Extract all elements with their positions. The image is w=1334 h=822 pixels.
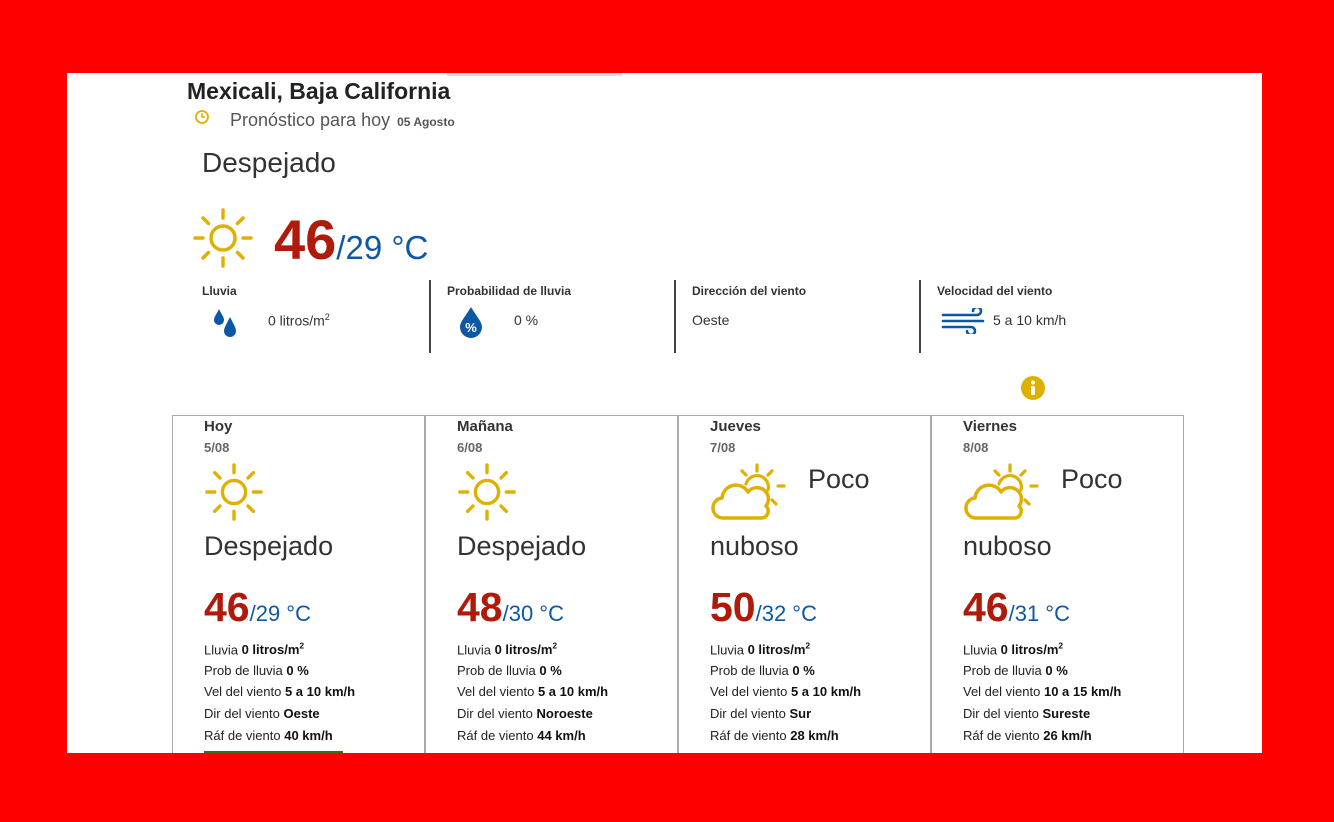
detail-label: Vel del viento [204,684,282,700]
prob-value: 0 % [514,312,539,328]
detail-value [495,642,558,657]
forecast-card [678,415,931,753]
detail-speed [457,684,608,706]
detail-label: Lluvia [963,642,997,658]
metric-divider [429,280,431,353]
metric-divider [919,280,921,353]
detail-label: Lluvia [457,642,491,658]
top-accent-line [447,73,622,76]
detail-label: Dir del viento [710,706,786,722]
card-temp-min: /30 °C [502,601,564,626]
detail-dir [204,706,355,728]
metric-wind-direction [692,281,917,353]
detail-dir [963,706,1121,728]
detail-label: Prob de lluvia [204,662,283,678]
current-temperature [274,207,428,272]
detail-value: Oeste [283,706,320,722]
card-condition-line1: Poco [1061,464,1123,494]
detail-label: Vel del viento [710,684,788,700]
card-day: Viernes [963,418,1017,435]
detail-label: Vel del viento [457,684,535,700]
card-icon [963,462,1043,529]
detail-value: 5 a 10 km/h [790,684,862,700]
city-title: Mexicali, Baja California [187,78,451,104]
dir-value: Oeste [692,312,730,328]
detail-prob [457,663,608,685]
rain-unit-sup: 2 [299,641,305,651]
card-day: Hoy [204,418,233,435]
detail-value [1001,642,1064,657]
prob-label: Probabilidad de lluvia [447,284,572,298]
detail-label: Ráf de viento [710,727,787,743]
card-icon [204,462,264,527]
card-temperature [710,584,817,631]
card-temp-min: /31 °C [1008,601,1070,626]
forecast-card [425,415,678,753]
detail-rain [204,641,355,663]
detail-value: 26 km/h [1043,727,1092,743]
metric-rain-probability [447,281,672,353]
card-day: Mañana [457,418,513,435]
card-temp-max: 50 [710,584,756,630]
detail-value: 0 % [539,662,562,678]
rain-value [268,312,330,329]
detail-label: Dir del viento [963,706,1039,722]
svg-text:%: % [465,320,477,335]
card-details [963,641,1121,749]
rain-unit-sup: 2 [1058,641,1064,651]
detail-value: 5 a 10 km/h [284,684,356,700]
card-temp-max: 46 [204,584,250,630]
partly-cloudy-icon [963,462,1043,524]
detail-value [748,642,811,657]
detail-value: Noroeste [536,706,593,722]
dir-label: Dirección del viento [692,284,807,298]
detail-prob [963,663,1121,685]
detail-dir [710,706,861,728]
card-temp-max: 46 [963,584,1009,630]
detail-value: 40 km/h [284,727,333,743]
detail-value: 0 % [286,662,309,678]
detail-label: Prob de lluvia [457,662,536,678]
detail-rain [457,641,608,663]
detail-value: 10 a 15 km/h [1043,684,1122,700]
card-details [204,641,355,749]
sun-icon [192,207,254,269]
sun-icon [457,462,517,522]
detail-label: Lluvia [710,642,744,658]
detail-gust [963,728,1121,750]
rain-label: Lluvia [202,284,237,298]
detail-label: Ráf de viento [457,727,534,743]
detail-value: 44 km/h [537,727,586,743]
temp-max: 46 [274,208,337,271]
detail-label: Lluvia [204,642,238,658]
clock-icon [194,109,210,125]
card-temp-min: /29 °C [249,601,311,626]
detail-value: 0 % [792,662,815,678]
card-condition-line1: Poco [808,464,870,494]
wind-icon [941,308,989,334]
card-details [457,641,608,749]
card-condition-line2: Despejado [204,531,334,561]
detail-rain [710,641,861,663]
detail-gust [204,728,355,750]
detail-prob [204,663,355,685]
speed-value: 5 a 10 km/h [993,312,1067,328]
card-temp-min: /32 °C [755,601,817,626]
detail-label: Prob de lluvia [963,662,1042,678]
rain-probability-icon [457,305,485,339]
card-date: 6/08 [457,440,483,455]
card-date: 5/08 [204,440,230,455]
detail-label: Ráf de viento [204,727,281,743]
forecast-date: 05 Agosto [397,115,455,129]
metric-divider [674,280,676,353]
detail-rain [963,641,1121,663]
info-icon[interactable] [1020,375,1046,401]
detail-label: Vel del viento [963,684,1041,700]
rain-unit-sup: 2 [805,641,811,651]
card-icon [710,462,790,529]
card-day: Jueves [710,418,761,435]
current-condition: Despejado [202,147,336,178]
card-condition-line2: nuboso [963,531,1052,561]
detail-value: Sur [789,706,812,722]
detail-dir [457,706,608,728]
detail-speed [710,684,861,706]
card-temperature [204,584,311,631]
weather-panel [67,73,1262,753]
forecast-card [172,415,425,753]
detail-label: Dir del viento [204,706,280,722]
card-date: 8/08 [963,440,989,455]
rain-unit-sup: 2 [324,312,330,322]
detail-label: Prob de lluvia [710,662,789,678]
subtitle-text: Pronóstico para hoy [230,110,391,130]
detail-label: Dir del viento [457,706,533,722]
detail-value: 28 km/h [790,727,839,743]
raindrops-icon [212,307,238,341]
card-temperature [963,584,1070,631]
rain-unit-sup: 2 [552,641,558,651]
detail-label: Ráf de viento [963,727,1040,743]
active-indicator-bar [204,751,343,753]
sun-icon [204,462,264,522]
metric-wind-speed [937,281,1162,353]
detail-gust [457,728,608,750]
card-date: 7/08 [710,440,736,455]
forecast-subtitle [230,110,455,131]
card-details [710,641,861,749]
detail-value [242,642,305,657]
detail-speed [963,684,1121,706]
partly-cloudy-icon [710,462,790,524]
forecast-card [931,415,1184,753]
rain-value-text: 0 litros/m [494,642,553,658]
rain-value-text: 0 litros/m [268,312,325,329]
rain-value-text: 0 litros/m [1000,642,1059,658]
card-temperature [457,584,564,631]
card-temp-max: 48 [457,584,503,630]
card-icon [457,462,517,527]
rain-value-text: 0 litros/m [747,642,806,658]
card-condition-line2: Despejado [457,531,587,561]
temp-min: /29 °C [336,229,429,266]
speed-label: Velocidad del viento [937,284,1053,298]
detail-speed [204,684,355,706]
detail-value: Sureste [1042,706,1091,722]
metric-rain [202,281,427,353]
detail-gust [710,728,861,750]
card-condition-line2: nuboso [710,531,799,561]
detail-value: 5 a 10 km/h [537,684,609,700]
detail-prob [710,663,861,685]
detail-value: 0 % [1045,662,1068,678]
rain-value-text: 0 litros/m [241,642,300,658]
